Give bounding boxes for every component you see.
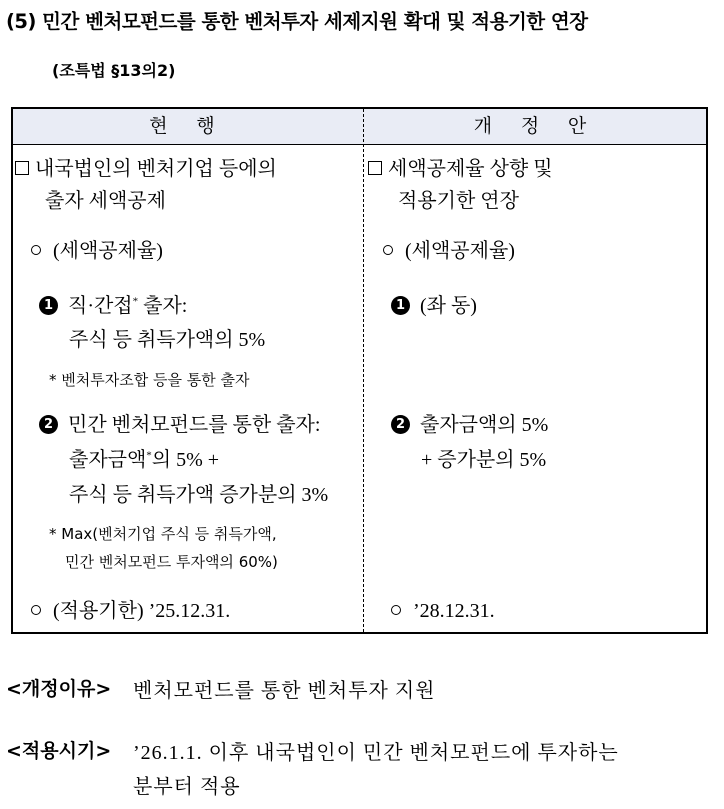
circle-bullet-icon: [31, 605, 41, 615]
left-note2-line2: 민간 벤처모펀드 투자액의 60%): [65, 553, 278, 571]
right-rate-label: (세액공제율): [383, 241, 515, 261]
checkbox-square-icon: [15, 161, 29, 175]
circle-bullet-icon: [383, 245, 393, 255]
right-title-line1: 세액공제율 상향 및: [368, 159, 553, 179]
circle-bullet-icon: [31, 245, 41, 255]
header-amendment: 개 정 안: [473, 116, 599, 137]
effective-text-line1: ’26.1.1. 이후 내국법인이 민간 벤처모펀드에 투자하는: [133, 742, 619, 764]
left-item1-line2: 주식 등 취득가액의 5%: [69, 329, 266, 351]
table-header: [13, 109, 706, 145]
left-title-line2: 출자 세액공제: [45, 190, 166, 212]
number-two-icon: 2: [391, 415, 410, 434]
comparison-table: [11, 107, 708, 634]
left-title-line1: 내국법인의 벤처기업 등에의: [15, 159, 277, 179]
left-note1: * 벤처투자조합 등을 통한 출자: [49, 371, 250, 389]
right-title-line2: 적용기한 연장: [398, 190, 519, 212]
number-one-icon: 1: [391, 296, 410, 315]
left-item2-line2: 출자금액*의 5% +: [69, 449, 220, 471]
number-one-icon: 1: [39, 296, 58, 315]
right-item2: 2 출자금액의 5%: [391, 415, 548, 436]
left-item2-line3: 주식 등 취득가액 증가분의 3%: [69, 484, 329, 506]
circle-bullet-icon: [391, 605, 401, 615]
left-deadline: (적용기한) ’25.12.31.: [31, 601, 230, 621]
left-rate-label: (세액공제율): [31, 241, 163, 261]
section-heading: (5) 민간 벤처모펀드를 통한 벤처투자 세제지원 확대 및 적용기한 연장: [6, 10, 588, 33]
column-divider: [363, 109, 364, 632]
left-note2-line1: * Max(벤처기업 주식 등 취득가액,: [49, 525, 277, 543]
law-reference: (조특법 §13의2): [52, 61, 176, 80]
effective-label: <적용시기>: [6, 740, 112, 762]
left-item1: 1 직·간접* 출자:: [39, 296, 187, 317]
right-item1: 1 (좌 동): [391, 296, 477, 317]
right-item2-line2: + 증가분의 5%: [421, 449, 547, 471]
reason-label: <개정이유>: [6, 678, 112, 700]
number-two-icon: 2: [39, 415, 58, 434]
effective-text-line2: 분부터 적용: [133, 776, 241, 798]
header-current: 현 행: [149, 116, 227, 137]
reason-text: 벤처모펀드를 통한 벤처투자 지원: [133, 680, 436, 702]
checkbox-square-icon: [368, 161, 382, 175]
right-deadline: ’28.12.31.: [391, 601, 495, 621]
left-item2: 2 민간 벤처모펀드를 통한 출자:: [39, 415, 320, 436]
